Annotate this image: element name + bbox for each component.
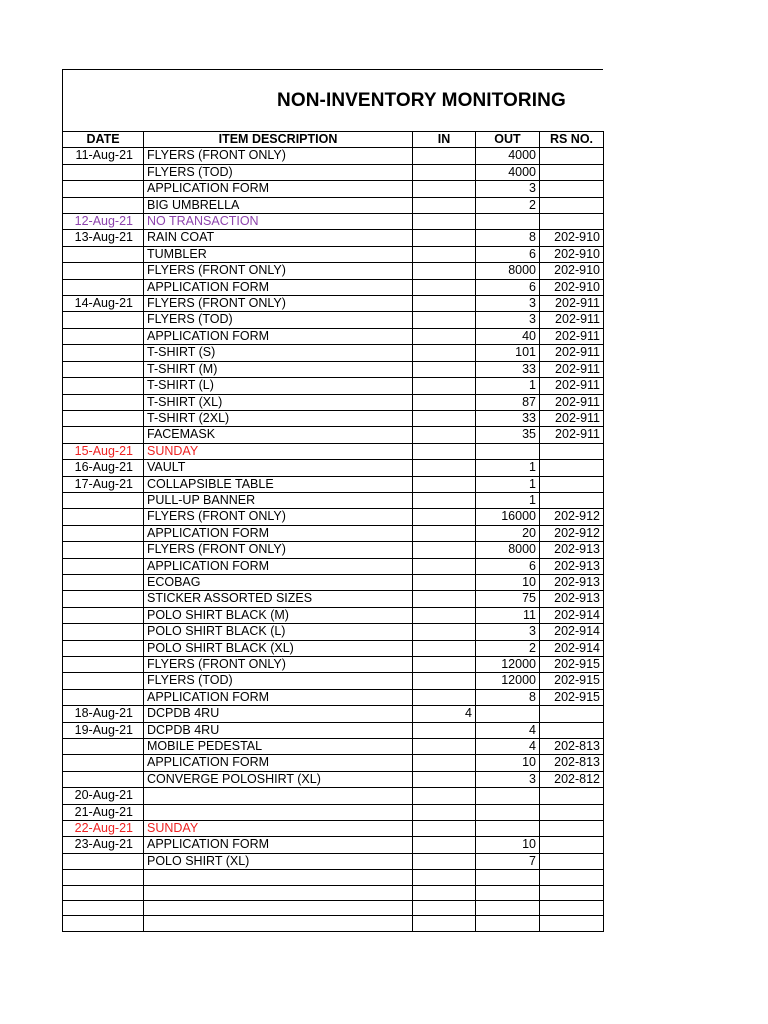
table-row <box>63 378 604 394</box>
row-in <box>413 230 476 246</box>
row-out <box>476 821 540 837</box>
row-out: 3 <box>476 771 540 787</box>
row-out: 3 <box>476 181 540 197</box>
row-rs-no: 202-911 <box>540 345 604 361</box>
row-date <box>63 689 144 705</box>
row-date <box>63 771 144 787</box>
row-item-description: NO TRANSACTION <box>144 214 413 230</box>
row-rs-no: 202-911 <box>540 410 604 426</box>
row-in <box>413 443 476 459</box>
table-row <box>63 771 604 787</box>
row-in <box>413 460 476 476</box>
row-out: 20 <box>476 525 540 541</box>
row-out: 3 <box>476 624 540 640</box>
row-rs-no: 202-912 <box>540 525 604 541</box>
row-date: 17-Aug-21 <box>63 476 144 492</box>
table-row <box>63 739 604 755</box>
row-rs-no: 202-914 <box>540 607 604 623</box>
row-date <box>63 657 144 673</box>
row-in <box>413 246 476 262</box>
row-out: 8000 <box>476 542 540 558</box>
row-date <box>63 492 144 508</box>
row-item-description: TUMBLER <box>144 246 413 262</box>
row-out: 3 <box>476 312 540 328</box>
row-in <box>413 788 476 804</box>
row-out: 7 <box>476 853 540 869</box>
header-date: DATE <box>63 132 144 148</box>
row-date <box>63 901 144 916</box>
row-rs-no: 202-911 <box>540 427 604 443</box>
row-item-description: FLYERS (FRONT ONLY) <box>144 657 413 673</box>
row-rs-no: 202-915 <box>540 673 604 689</box>
row-rs-no: 202-911 <box>540 328 604 344</box>
row-in <box>413 492 476 508</box>
monitoring-table <box>62 131 604 932</box>
row-date: 15-Aug-21 <box>63 443 144 459</box>
title-area <box>62 70 603 131</box>
row-item-description: T-SHIRT (M) <box>144 361 413 377</box>
row-rs-no <box>540 443 604 459</box>
table-row <box>63 837 604 853</box>
table-row <box>63 916 604 931</box>
row-rs-no <box>540 197 604 213</box>
row-item-description: APPLICATION FORM <box>144 328 413 344</box>
row-rs-no <box>540 788 604 804</box>
row-out <box>476 788 540 804</box>
row-rs-no: 202-911 <box>540 361 604 377</box>
row-rs-no <box>540 916 604 931</box>
row-item-description: T-SHIRT (XL) <box>144 394 413 410</box>
row-out: 6 <box>476 279 540 295</box>
table-row <box>63 263 604 279</box>
table-row <box>63 788 604 804</box>
row-out: 10 <box>476 837 540 853</box>
row-in <box>413 328 476 344</box>
row-rs-no <box>540 148 604 164</box>
row-date <box>63 542 144 558</box>
row-date <box>63 607 144 623</box>
row-item-description: ECOBAG <box>144 574 413 590</box>
row-rs-no: 202-910 <box>540 263 604 279</box>
row-out: 10 <box>476 574 540 590</box>
row-in <box>413 296 476 312</box>
row-rs-no: 202-813 <box>540 755 604 771</box>
row-rs-no: 202-910 <box>540 279 604 295</box>
row-item-description: T-SHIRT (L) <box>144 378 413 394</box>
table-row <box>63 427 604 443</box>
row-date: 14-Aug-21 <box>63 296 144 312</box>
row-rs-no <box>540 853 604 869</box>
table-row <box>63 345 604 361</box>
row-in <box>413 361 476 377</box>
row-item-description: POLO SHIRT BLACK (M) <box>144 607 413 623</box>
row-item-description: FLYERS (FRONT ONLY) <box>144 263 413 279</box>
row-item-description: FLYERS (FRONT ONLY) <box>144 542 413 558</box>
row-item-description: FLYERS (TOD) <box>144 673 413 689</box>
row-item-description: APPLICATION FORM <box>144 558 413 574</box>
row-item-description: POLO SHIRT (XL) <box>144 853 413 869</box>
row-rs-no: 202-812 <box>540 771 604 787</box>
row-date <box>63 640 144 656</box>
table-row <box>63 230 604 246</box>
row-out: 35 <box>476 427 540 443</box>
table-row <box>63 509 604 525</box>
row-out: 40 <box>476 328 540 344</box>
row-item-description: SUNDAY <box>144 821 413 837</box>
row-date <box>63 361 144 377</box>
row-rs-no <box>540 706 604 722</box>
table-body <box>63 148 604 931</box>
row-rs-no: 202-915 <box>540 689 604 705</box>
row-in <box>413 542 476 558</box>
row-in <box>413 804 476 820</box>
row-out: 1 <box>476 378 540 394</box>
row-out <box>476 870 540 885</box>
row-rs-no <box>540 804 604 820</box>
row-item-description: CONVERGE POLOSHIRT (XL) <box>144 771 413 787</box>
row-item-description: APPLICATION FORM <box>144 181 413 197</box>
row-in <box>413 525 476 541</box>
table-row <box>63 328 604 344</box>
row-in <box>413 853 476 869</box>
row-date <box>63 181 144 197</box>
header-item-description: ITEM DESCRIPTION <box>144 132 413 148</box>
row-out: 8 <box>476 689 540 705</box>
table-row <box>63 525 604 541</box>
row-rs-no: 202-913 <box>540 542 604 558</box>
row-date <box>63 246 144 262</box>
row-date <box>63 870 144 885</box>
row-rs-no <box>540 901 604 916</box>
row-rs-no <box>540 164 604 180</box>
row-in <box>413 689 476 705</box>
row-out: 2 <box>476 640 540 656</box>
row-out: 1 <box>476 460 540 476</box>
row-rs-no: 202-911 <box>540 296 604 312</box>
row-item-description <box>144 870 413 885</box>
row-out: 87 <box>476 394 540 410</box>
table-row <box>63 706 604 722</box>
table-row <box>63 492 604 508</box>
row-date: 16-Aug-21 <box>63 460 144 476</box>
table-row <box>63 657 604 673</box>
row-item-description: DCPDB 4RU <box>144 722 413 738</box>
row-item-description: BIG UMBRELLA <box>144 197 413 213</box>
row-in <box>413 509 476 525</box>
row-rs-no: 202-813 <box>540 739 604 755</box>
row-date <box>63 916 144 931</box>
row-date <box>63 427 144 443</box>
table-row <box>63 214 604 230</box>
row-out <box>476 901 540 916</box>
row-out: 10 <box>476 755 540 771</box>
table-row <box>63 591 604 607</box>
row-date: 20-Aug-21 <box>63 788 144 804</box>
row-rs-no <box>540 492 604 508</box>
row-in <box>413 148 476 164</box>
row-rs-no <box>540 870 604 885</box>
row-date <box>63 197 144 213</box>
inventory-sheet <box>62 69 603 932</box>
row-out: 33 <box>476 410 540 426</box>
row-item-description: FLYERS (TOD) <box>144 312 413 328</box>
row-date <box>63 378 144 394</box>
table-row <box>63 607 604 623</box>
table-row <box>63 312 604 328</box>
row-item-description: COLLAPSIBLE TABLE <box>144 476 413 492</box>
row-date <box>63 394 144 410</box>
row-out <box>476 885 540 900</box>
row-in <box>413 591 476 607</box>
row-out: 6 <box>476 246 540 262</box>
table-row <box>63 870 604 885</box>
row-item-description: RAIN COAT <box>144 230 413 246</box>
row-in: 4 <box>413 706 476 722</box>
row-rs-no: 202-910 <box>540 230 604 246</box>
row-in <box>413 821 476 837</box>
row-date: 12-Aug-21 <box>63 214 144 230</box>
row-in <box>413 263 476 279</box>
row-rs-no: 202-913 <box>540 558 604 574</box>
row-item-description: FACEMASK <box>144 427 413 443</box>
row-date <box>63 509 144 525</box>
row-date <box>63 624 144 640</box>
row-date <box>63 525 144 541</box>
row-out: 4 <box>476 739 540 755</box>
row-date <box>63 574 144 590</box>
row-out <box>476 214 540 230</box>
row-item-description <box>144 788 413 804</box>
table-row <box>63 394 604 410</box>
row-out: 4 <box>476 722 540 738</box>
row-item-description: POLO SHIRT BLACK (L) <box>144 624 413 640</box>
row-date <box>63 279 144 295</box>
row-in <box>413 574 476 590</box>
row-rs-no: 202-910 <box>540 246 604 262</box>
row-out: 11 <box>476 607 540 623</box>
row-item-description: PULL-UP BANNER <box>144 492 413 508</box>
row-rs-no: 202-914 <box>540 624 604 640</box>
table-row <box>63 558 604 574</box>
row-date <box>63 345 144 361</box>
row-out: 1 <box>476 476 540 492</box>
row-out: 12000 <box>476 673 540 689</box>
row-item-description <box>144 901 413 916</box>
table-row <box>63 640 604 656</box>
row-rs-no <box>540 476 604 492</box>
table-row <box>63 181 604 197</box>
row-item-description <box>144 885 413 900</box>
row-in <box>413 837 476 853</box>
row-out: 8 <box>476 230 540 246</box>
row-in <box>413 870 476 885</box>
row-in <box>413 657 476 673</box>
row-date <box>63 739 144 755</box>
row-item-description: APPLICATION FORM <box>144 279 413 295</box>
sheet-title: NON-INVENTORY MONITORING <box>277 90 566 111</box>
table-row <box>63 296 604 312</box>
row-date: 18-Aug-21 <box>63 706 144 722</box>
table-row <box>63 689 604 705</box>
header-in: IN <box>413 132 476 148</box>
row-date <box>63 328 144 344</box>
row-item-description: T-SHIRT (2XL) <box>144 410 413 426</box>
row-date: 21-Aug-21 <box>63 804 144 820</box>
row-date <box>63 164 144 180</box>
row-date <box>63 312 144 328</box>
table-row <box>63 460 604 476</box>
row-in <box>413 558 476 574</box>
row-item-description: APPLICATION FORM <box>144 755 413 771</box>
table-row <box>63 410 604 426</box>
table-row <box>63 197 604 213</box>
row-item-description: VAULT <box>144 460 413 476</box>
table-row <box>63 853 604 869</box>
row-item-description: T-SHIRT (S) <box>144 345 413 361</box>
row-rs-no: 202-914 <box>540 640 604 656</box>
row-in <box>413 279 476 295</box>
row-date: 11-Aug-21 <box>63 148 144 164</box>
row-date: 13-Aug-21 <box>63 230 144 246</box>
row-in <box>413 755 476 771</box>
row-in <box>413 739 476 755</box>
row-item-description: FLYERS (FRONT ONLY) <box>144 509 413 525</box>
row-rs-no <box>540 181 604 197</box>
row-out: 1 <box>476 492 540 508</box>
row-date: 23-Aug-21 <box>63 837 144 853</box>
table-row <box>63 164 604 180</box>
row-rs-no: 202-915 <box>540 657 604 673</box>
row-out: 3 <box>476 296 540 312</box>
row-out: 75 <box>476 591 540 607</box>
row-in <box>413 427 476 443</box>
row-in <box>413 640 476 656</box>
table-row <box>63 804 604 820</box>
row-out: 2 <box>476 197 540 213</box>
row-date <box>63 558 144 574</box>
row-in <box>413 378 476 394</box>
row-rs-no: 202-911 <box>540 378 604 394</box>
row-item-description: FLYERS (TOD) <box>144 164 413 180</box>
row-in <box>413 197 476 213</box>
row-out: 4000 <box>476 148 540 164</box>
row-in <box>413 410 476 426</box>
row-rs-no <box>540 214 604 230</box>
row-out: 6 <box>476 558 540 574</box>
row-out: 33 <box>476 361 540 377</box>
row-date: 19-Aug-21 <box>63 722 144 738</box>
row-out: 8000 <box>476 263 540 279</box>
row-date <box>63 853 144 869</box>
table-row <box>63 901 604 916</box>
row-item-description: STICKER ASSORTED SIZES <box>144 591 413 607</box>
row-in <box>413 722 476 738</box>
row-out <box>476 443 540 459</box>
row-date <box>63 263 144 279</box>
row-out: 101 <box>476 345 540 361</box>
row-in <box>413 673 476 689</box>
table-row <box>63 443 604 459</box>
row-rs-no: 202-912 <box>540 509 604 525</box>
table-row <box>63 722 604 738</box>
row-item-description: APPLICATION FORM <box>144 837 413 853</box>
row-item-description <box>144 804 413 820</box>
row-in <box>413 312 476 328</box>
row-in <box>413 624 476 640</box>
table-row <box>63 542 604 558</box>
row-date <box>63 885 144 900</box>
table-row <box>63 246 604 262</box>
row-rs-no: 202-911 <box>540 394 604 410</box>
row-in <box>413 394 476 410</box>
row-out: 16000 <box>476 509 540 525</box>
row-in <box>413 771 476 787</box>
row-item-description: DCPDB 4RU <box>144 706 413 722</box>
table-row <box>63 148 604 164</box>
table-row <box>63 361 604 377</box>
row-out: 12000 <box>476 657 540 673</box>
table-row <box>63 279 604 295</box>
table-row <box>63 885 604 900</box>
header-rs-no: RS NO. <box>540 132 604 148</box>
header-row <box>63 132 604 148</box>
row-rs-no <box>540 837 604 853</box>
row-out: 4000 <box>476 164 540 180</box>
row-rs-no <box>540 885 604 900</box>
row-out <box>476 804 540 820</box>
row-item-description: MOBILE PEDESTAL <box>144 739 413 755</box>
row-date: 22-Aug-21 <box>63 821 144 837</box>
table-row <box>63 821 604 837</box>
table-row <box>63 755 604 771</box>
table-row <box>63 476 604 492</box>
row-rs-no: 202-911 <box>540 312 604 328</box>
row-in <box>413 607 476 623</box>
row-rs-no: 202-913 <box>540 591 604 607</box>
table-row <box>63 673 604 689</box>
row-in <box>413 181 476 197</box>
row-in <box>413 901 476 916</box>
row-date <box>63 755 144 771</box>
row-item-description: POLO SHIRT BLACK (XL) <box>144 640 413 656</box>
row-out <box>476 706 540 722</box>
row-rs-no: 202-913 <box>540 574 604 590</box>
row-item-description: FLYERS (FRONT ONLY) <box>144 148 413 164</box>
row-in <box>413 885 476 900</box>
row-item-description: FLYERS (FRONT ONLY) <box>144 296 413 312</box>
table-row <box>63 574 604 590</box>
row-date <box>63 673 144 689</box>
row-in <box>413 476 476 492</box>
row-in <box>413 214 476 230</box>
header-out: OUT <box>476 132 540 148</box>
row-out <box>476 916 540 931</box>
table-row <box>63 624 604 640</box>
row-rs-no <box>540 821 604 837</box>
row-item-description: SUNDAY <box>144 443 413 459</box>
row-date <box>63 591 144 607</box>
row-rs-no <box>540 460 604 476</box>
row-in <box>413 345 476 361</box>
row-in <box>413 164 476 180</box>
row-item-description <box>144 916 413 931</box>
row-in <box>413 916 476 931</box>
row-date <box>63 410 144 426</box>
row-item-description: APPLICATION FORM <box>144 689 413 705</box>
row-rs-no <box>540 722 604 738</box>
row-item-description: APPLICATION FORM <box>144 525 413 541</box>
